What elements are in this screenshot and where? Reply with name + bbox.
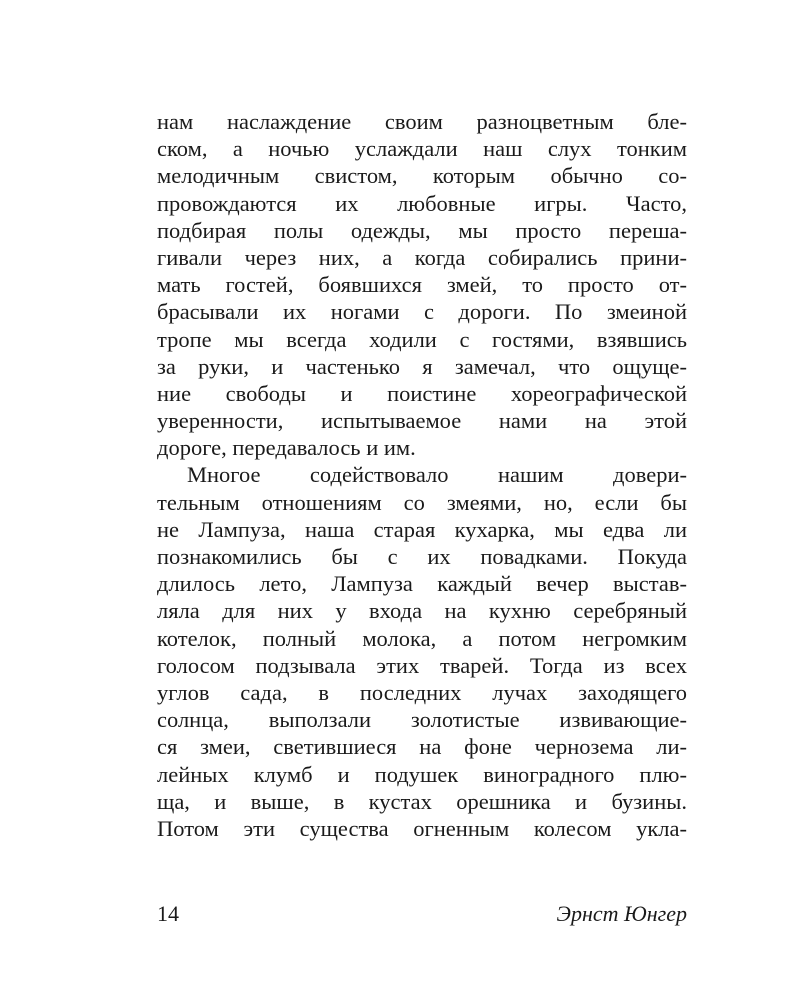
text-line: провождаются их любовные игры. Часто, [157, 190, 687, 216]
text-line: ляла для них у входа на кухню серебряный [157, 598, 687, 624]
text-line: Потом эти существа огненным колесом укла- [157, 815, 687, 841]
text-line: ние свободы и поистине хореографической [157, 380, 687, 406]
text-line: углов сада, в последних лучах заходящего [157, 679, 687, 705]
text-line: познакомились бы с их повадками. Покуда [157, 544, 687, 569]
text-line: котелок, полный молока, а потом негромким [157, 625, 687, 651]
text-line: гивали через них, а когда собирались прини- [157, 244, 687, 270]
text-line: тельным отношениям со змеями, но, если бы [157, 489, 687, 515]
text-line: голосом подзывала этих тварей. Тогда из всех [157, 652, 687, 678]
text-line: нам наслаждение своим разноцветным бле- [157, 109, 687, 134]
text-line: лейных клумб и подушек виноградного плю- [157, 761, 687, 787]
text-line: солнца, выползали золотистые извивающие- [157, 707, 687, 733]
text-line: подбирая полы одежды, мы просто переша- [157, 217, 687, 243]
text-line: не Лампуза, наша старая кухарка, мы едва ли [157, 516, 687, 542]
body-text [157, 108, 687, 842]
text-line: длилось лето, Лампуза каждый вечер выстав- [157, 571, 687, 597]
text-line: уверенности, испытываемое нами на этой [157, 408, 687, 434]
text-line: ся змеи, светившиеся на фоне чернозема ли- [157, 734, 687, 760]
text-line: мелодичным свистом, которым обычно со- [157, 163, 687, 189]
text-line: мать гостей, боявшихся змей, то просто от- [157, 272, 687, 298]
text-line: ща, и выше, в кустах орешника и бузины. [157, 788, 687, 814]
paragraph-2 [157, 461, 687, 842]
page-number: 14 [157, 901, 179, 926]
paragraph-1 [157, 108, 687, 461]
text-line: дороге, передавалось и им. [157, 435, 416, 461]
text-line: тропе мы всегда ходили с гостями, взявшись [157, 326, 687, 352]
text-line: Многое содействовало нашим довери- [187, 462, 687, 488]
text-line: брасывали их ногами с дороги. По змеиной [157, 299, 687, 325]
text-line: ском, а ночью услаждали наш слух тонким [157, 136, 687, 162]
page-footer [157, 901, 687, 929]
text-line: за руки, и частенько я замечал, что ощуще- [157, 353, 687, 379]
running-author: Эрнст Юнгер [556, 901, 687, 926]
